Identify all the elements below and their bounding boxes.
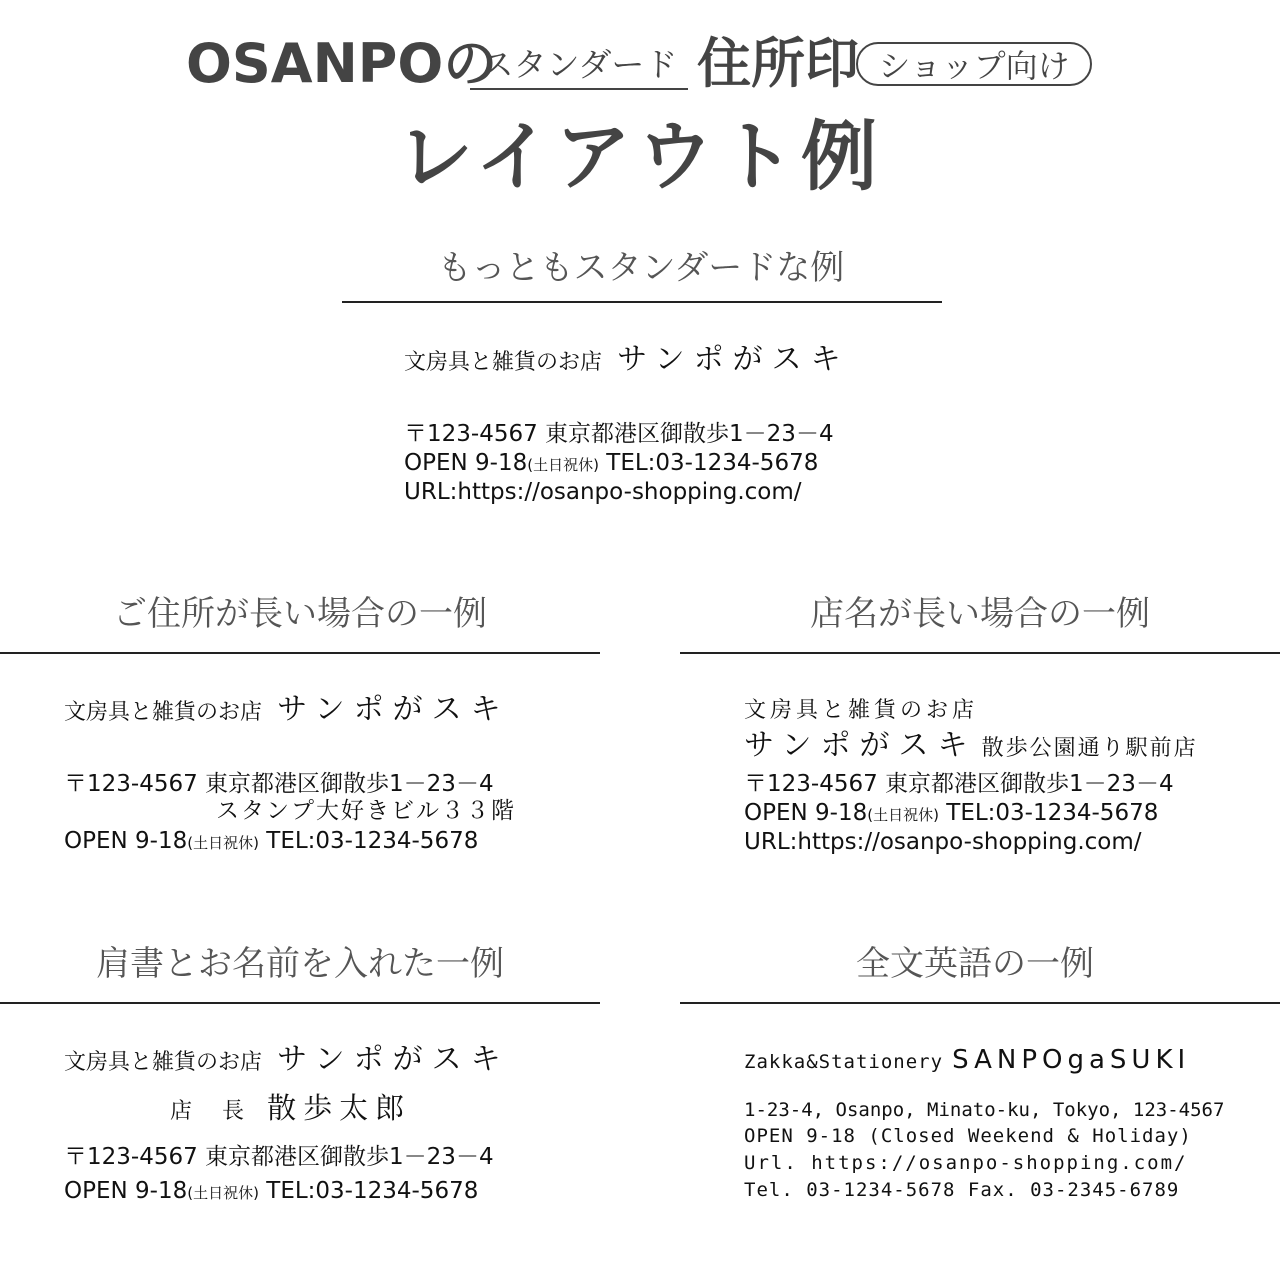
address-line: 1-23-4, Osanpo, Minato-ku, Tokyo, 123-4567 [744, 1099, 1225, 1121]
section-heading-english: 全文英語の一例 [856, 944, 1094, 984]
shop-name: サンポがスキ [744, 728, 977, 763]
tel: TEL:03-1234-5678 [598, 450, 819, 476]
shop-name: サンポがスキ [617, 342, 850, 377]
hours-note: (土日祝休) [187, 834, 259, 852]
shop-name: サンポがスキ [277, 1042, 510, 1077]
branch-name: 散歩公園通り駅前店 [981, 736, 1198, 761]
address-line-2: スタンプ大好きビル３３階 [216, 798, 516, 824]
shop-name: サンポがスキ [277, 692, 510, 727]
shop-type: 文房具と雑貨のお店 [64, 700, 263, 725]
address-line: 〒123-4567 東京都港区御散歩1－23－4 [404, 421, 834, 447]
hours-note: (土日祝休) [187, 1184, 259, 1202]
hours-note: (土日祝休) [527, 456, 599, 474]
hours: OPEN 9-18 [64, 1178, 188, 1204]
section-rule-title-name [0, 1002, 600, 1004]
stamp-label: 住所印 [697, 32, 859, 95]
hours: OPEN 9-18 [64, 828, 188, 854]
brand-title: OSANPOの [186, 32, 498, 95]
job-title: 店 長 [170, 1099, 249, 1124]
hours: OPEN 9-18 [744, 800, 868, 826]
hours-tel-line [404, 449, 818, 479]
tel: TEL:03-1234-5678 [258, 1178, 479, 1204]
shop-type: Zakka&Stationery [744, 1051, 944, 1073]
section-heading-long-name: 店名が長い場合の一例 [810, 594, 1150, 634]
url-line: URL:https://osanpo-shopping.com/ [744, 829, 1142, 855]
section-rule-long-address [0, 652, 600, 654]
section-rule-long-name [680, 652, 1280, 654]
address-line: 〒123-4567 東京都港区御散歩1－23－4 [64, 1144, 494, 1170]
hours-tel-line [64, 1177, 478, 1207]
hours-line: OPEN 9-18 (Closed Weekend & Holiday) [744, 1125, 1192, 1147]
shop-tag-pill: ショップ向け [856, 42, 1092, 86]
section-heading-long-address: ご住所が長い場合の一例 [113, 594, 487, 634]
hours-note: (土日祝休) [867, 806, 939, 824]
address-line-1: 〒123-4567 東京都港区御散歩1－23－4 [64, 771, 494, 797]
section-heading-standard: もっともスタンダードな例 [437, 248, 845, 288]
section-rule-english [680, 1002, 1280, 1004]
section-rule-standard [342, 301, 942, 303]
shop-type: 文房具と雑貨のお店 [404, 350, 603, 375]
page-title: レイアウト例 [397, 112, 883, 201]
url-line: Url. https://osanpo-shopping.com/ [744, 1152, 1188, 1174]
url-line: URL:https://osanpo-shopping.com/ [404, 479, 802, 505]
person-name: 散歩太郎 [267, 1091, 412, 1125]
standard-tag: スタンダード [470, 42, 688, 90]
hours-tel-line [64, 827, 478, 857]
hours-tel-line [744, 799, 1158, 829]
tel: TEL:03-1234-5678 [938, 800, 1159, 826]
shop-type: 文房具と雑貨のお店 [64, 1050, 263, 1075]
shop-name: SANPOgaSUKI [952, 1045, 1191, 1075]
hours: OPEN 9-18 [404, 450, 528, 476]
shop-type: 文房具と雑貨のお店 [744, 698, 979, 723]
tel: TEL:03-1234-5678 [258, 828, 479, 854]
section-heading-title-name: 肩書とお名前を入れた一例 [96, 944, 504, 984]
address-line: 〒123-4567 東京都港区御散歩1－23－4 [744, 771, 1174, 797]
tel-fax-line: Tel. 03-1234-5678 Fax. 03-2345-6789 [744, 1179, 1180, 1201]
